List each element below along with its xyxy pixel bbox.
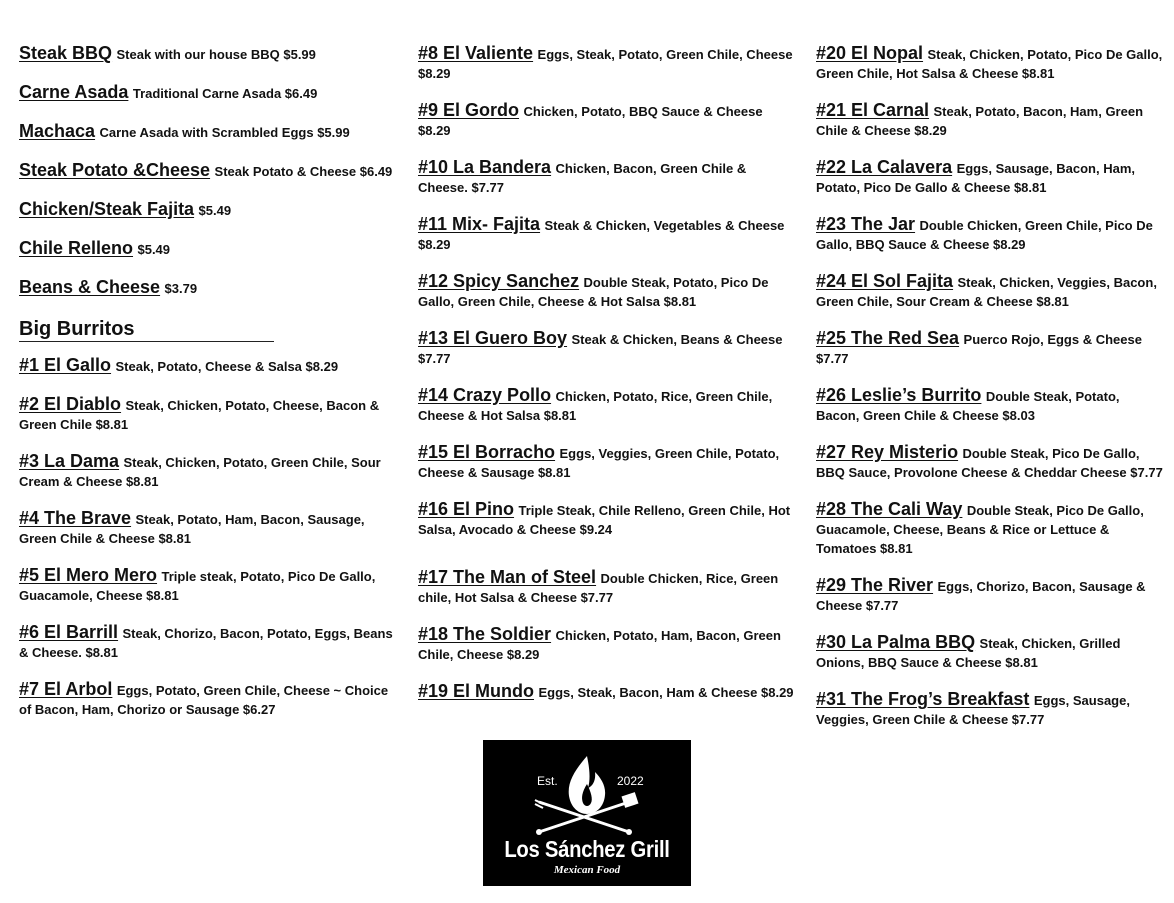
item-name: #5 El Mero Mero [19,565,158,585]
menu-item [418,101,798,158]
item-name: #13 El Guero Boy [418,328,568,348]
item-name: #22 La Calavera [816,157,953,177]
item-name: #16 El Pino [418,499,515,519]
menu-item [816,500,1166,576]
item-name: #11 Mix- Fajita [418,214,541,234]
menu-item [19,452,394,509]
menu-item [418,625,798,682]
item-name: Steak Potato &Cheese [19,160,211,180]
item-name: Beans & Cheese [19,277,161,297]
item-name: #2 El Diablo [19,394,122,414]
item-name: #3 La Dama [19,451,120,471]
menu-item [418,500,798,568]
menu-item [19,239,394,278]
item-name: #25 The Red Sea [816,328,960,348]
item-name: #19 El Mundo [418,681,535,701]
item-description: Steak, Potato, Bacon, Ham, Green Chile & Cheese $8.29 [816,104,1144,138]
menu-item [418,568,798,625]
item-description: Steak, Potato, Cheese & Salsa $8.29 [115,359,339,374]
logo-name: Los Sánchez Grill [504,836,670,862]
menu-item [816,158,1166,215]
item-name: #21 El Carnal [816,100,930,120]
item-description: Steak, Chicken, Veggies, Bacon, Green Chile, Sour Cream & Cheese $8.81 [816,275,1157,309]
item-name: #31 The Frog’s Breakfast [816,689,1030,709]
menu-item [418,44,798,101]
restaurant-logo [483,740,691,886]
menu-item [418,272,798,329]
item-name: #15 El Borracho [418,442,556,462]
item-description: Chicken, Bacon, Green Chile & Cheese. $7.77 [418,161,747,195]
item-name: #30 La Palma BBQ [816,632,976,652]
item-description: Eggs, Veggies, Green Chile, Potato, Cheese & Sausage $8.81 [418,446,780,480]
item-name: #29 The River [816,575,934,595]
item-description: Puerco Rojo, Eggs & Cheese $7.77 [816,332,1142,366]
item-description: Chicken, Potato, BBQ Sauce & Cheese $8.29 [418,104,763,138]
item-description: Eggs, Steak, Potato, Green Chile, Cheese $8.29 [418,47,793,81]
menu-column-right [816,44,1166,747]
item-name: #12 Spicy Sanchez [418,271,580,291]
logo-subtitle: Mexican Food [553,864,621,876]
menu-item [816,272,1166,329]
item-description: Eggs, Chorizo, Bacon, Sausage & Cheese $7.77 [816,579,1146,613]
item-description: Double Steak, Potato, Bacon, Green Chile & Cheese $8.03 [816,389,1120,423]
item-name: #9 El Gordo [418,100,520,120]
logo-est-label: Est. [537,774,558,788]
item-description: Double Chicken, Rice, Green chile, Hot Salsa & Cheese $7.77 [418,571,779,605]
item-name: #28 The Cali Way [816,499,963,519]
item-description: Steak, Chicken, Potato, Cheese, Bacon & Green Chile $8.81 [19,398,380,432]
item-description: Steak Potato & Cheese $6.49 [214,164,393,179]
menu-item [816,386,1166,443]
menu-column-left [19,44,394,737]
item-description: Steak, Chorizo, Bacon, Potato, Eggs, Beans & Cheese. $8.81 [19,626,393,660]
menu-item [816,576,1166,633]
item-description: Double Steak, Pico De Gallo, Guacamole, Cheese, Beans & Rice or Lettuce & Tomatoes $8.81 [816,503,1144,556]
item-description: $5.49 [137,242,171,257]
menu-item [19,509,394,566]
item-description: Triple Steak, Chile Relleno, Green Chile, Hot Salsa, Avocado & Cheese $9.24 [418,503,791,537]
item-name: #17 The Man of Steel [418,567,597,587]
item-description: Carne Asada with Scrambled Eggs $5.99 [99,125,350,140]
item-description: Double Steak, Potato, Pico De Gallo, Green Chile, Cheese & Hot Salsa $8.81 [418,275,769,309]
menu-item [19,122,394,161]
item-name: #6 El Barrill [19,622,119,642]
item-name: #26 Leslie’s Burrito [816,385,982,405]
item-name: #4 The Brave [19,508,132,528]
item-name: #14 Crazy Pollo [418,385,552,405]
item-description: Steak, Potato, Ham, Bacon, Sausage, Green Chile & Cheese $8.81 [19,512,365,546]
item-description: Chicken, Potato, Ham, Bacon, Green Chile, Cheese $8.29 [418,628,781,662]
item-name: #8 El Valiente [418,43,534,63]
item-description: Steak & Chicken, Beans & Cheese $7.77 [418,332,783,366]
menu-column-middle [418,44,798,739]
menu-item [19,356,394,395]
item-description: Eggs, Steak, Bacon, Ham & Cheese $8.29 [538,685,794,700]
item-name: Chicken/Steak Fajita [19,199,195,219]
item-name: Carne Asada [19,82,129,102]
item-name: Machaca [19,121,96,141]
item-description: Traditional Carne Asada $6.49 [132,86,318,101]
section-heading: Big Burritos [19,317,274,342]
menu-item [816,215,1166,272]
item-name: #27 Rey Misterio [816,442,959,462]
item-description: Steak & Chicken, Vegetables & Cheese $8.29 [418,218,785,252]
menu-item [19,83,394,122]
item-description: Steak, Chicken, Potato, Pico De Gallo, Green Chile, Hot Salsa & Cheese $8.81 [816,47,1163,81]
item-name: Steak BBQ [19,43,113,63]
item-name: #23 The Jar [816,214,916,234]
menu-item [418,443,798,500]
menu-item [816,443,1166,500]
menu-item [816,690,1166,747]
item-description: Steak, Chicken, Potato, Green Chile, Sour Cream & Cheese $8.81 [19,455,381,489]
item-description: Double Chicken, Green Chile, Pico De Gallo, BBQ Sauce & Cheese $8.29 [816,218,1153,252]
item-description: Chicken, Potato, Rice, Green Chile, Cheese & Hot Salsa $8.81 [418,389,773,423]
menu-item [19,200,394,239]
menu-item [19,395,394,452]
menu-item [19,566,394,623]
menu-item [418,215,798,272]
menu-item [418,386,798,443]
item-description: Steak with our house BBQ $5.99 [116,47,316,62]
item-description: Eggs, Potato, Green Chile, Cheese ~ Choice of Bacon, Ham, Chorizo or Sausage $6.27 [19,683,389,717]
menu-item [816,329,1166,386]
logo-year-label: 2022 [617,774,644,788]
item-description: $5.49 [198,203,232,218]
menu-item [816,101,1166,158]
item-description: Eggs, Sausage, Veggies, Green Chile & Cheese $7.77 [816,693,1130,727]
menu-item [19,278,394,317]
menu-item [418,329,798,386]
item-name: #18 The Soldier [418,624,552,644]
item-name: Chile Relleno [19,238,134,258]
item-description: Eggs, Sausage, Bacon, Ham, Potato, Pico De Gallo & Cheese $8.81 [816,161,1136,195]
menu-item [418,158,798,215]
item-name: #1 El Gallo [19,355,112,375]
menu-item [418,682,798,739]
menu-item [19,161,394,200]
item-description: Double Steak, Pico De Gallo, BBQ Sauce, Provolone Cheese & Cheddar Cheese $7.77 [816,446,1163,480]
item-description: Steak, Chicken, Grilled Onions, BBQ Sauce & Cheese $8.81 [816,636,1121,670]
item-name: #10 La Bandera [418,157,552,177]
item-name: #20 El Nopal [816,43,924,63]
item-description: Triple steak, Potato, Pico De Gallo, Guacamole, Cheese $8.81 [19,569,376,603]
menu-item [816,633,1166,690]
section-heading-wrap [19,317,394,356]
menu-item [19,623,394,680]
item-description: $3.79 [164,281,198,296]
item-name: #7 El Arbol [19,679,113,699]
menu-item [19,680,394,737]
menu-item [19,44,394,83]
menu-item [816,44,1166,101]
item-name: #24 El Sol Fajita [816,271,954,291]
